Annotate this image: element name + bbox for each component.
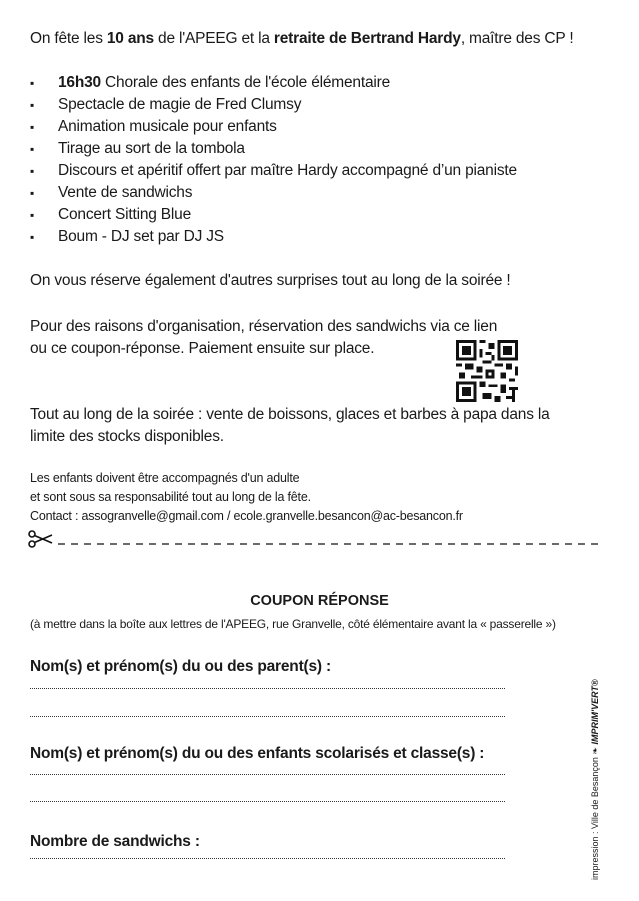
- activity-item: [30, 72, 517, 94]
- reservation-line: ou ce coupon-réponse. Paiement ensuite sur place.: [30, 340, 375, 357]
- activity-item: [30, 160, 517, 182]
- activity-text: Chorale des enfants de l'école élémentaire: [100, 74, 390, 91]
- bullet-icon: ▪: [30, 142, 35, 156]
- intro-text: , maître des CP !: [460, 30, 574, 47]
- intro-text: On fête les: [30, 30, 107, 47]
- bullet-icon: ▪: [30, 76, 35, 90]
- activity-text: Vente de sandwichs: [58, 184, 193, 201]
- children-field-label: Nom(s) et prénom(s) du ou des enfants scolarisés et classe(s) :: [30, 745, 485, 762]
- bullet-icon: ▪: [30, 120, 35, 134]
- children-input-line[interactable]: [30, 801, 505, 802]
- activity-time: 16h30: [58, 74, 101, 91]
- activity-item: [30, 138, 517, 160]
- bullet-icon: ▪: [30, 230, 35, 244]
- cut-line: [28, 528, 603, 550]
- bullet-icon: ▪: [30, 98, 35, 112]
- coupon-title: COUPON RÉPONSE: [250, 593, 389, 609]
- notice-text: [30, 469, 463, 526]
- bullet-icon: ▪: [30, 186, 35, 200]
- activity-item: [30, 94, 517, 116]
- drinks-line: Tout au long de la soirée : vente de boissons, glaces et barbes à papa dans la: [30, 406, 550, 423]
- printer-credit: [590, 679, 601, 880]
- qr-code-icon[interactable]: [456, 340, 518, 402]
- parents-field-label: Nom(s) et prénom(s) du ou des parent(s) :: [30, 658, 331, 675]
- coupon-subtitle: (à mettre dans la boîte aux lettres de l'APEEG, rue Granvelle, côté élémentaire avant la « passerelle »): [30, 617, 556, 631]
- activities-list: [30, 72, 517, 248]
- drinks-line: limite des stocks disponibles.: [30, 428, 224, 445]
- notice-line: Les enfants doivent être accompagnés d'un adulte: [30, 471, 300, 485]
- activity-item: [30, 182, 517, 204]
- surprises-text: On vous réserve également d'autres surprises tout au long de la soirée !: [30, 272, 511, 289]
- intro-anniversary: 10 ans: [106, 30, 154, 47]
- children-input-line[interactable]: [30, 774, 505, 775]
- intro-text: de l'APEEG et la: [153, 30, 274, 47]
- activity-text: Boum - DJ set par DJ JS: [58, 228, 224, 245]
- parents-input-line[interactable]: [30, 716, 505, 717]
- activity-item: [30, 116, 517, 138]
- sandwichs-field-label: Nombre de sandwichs :: [30, 833, 200, 850]
- leaf-icon: ❧: [590, 747, 600, 755]
- activity-text: Animation musicale pour enfants: [58, 118, 277, 135]
- activity-text: Discours et apéritif offert par maître Hardy accompagné d’un pianiste: [58, 162, 517, 179]
- reservation-text: [30, 316, 497, 360]
- activity-item: [30, 226, 517, 248]
- scissors-icon: [29, 531, 52, 547]
- imprimvert-logo: IMPRIM'VERT®: [590, 679, 600, 745]
- activity-text: Spectacle de magie de Fred Clumsy: [58, 96, 302, 113]
- notice-line: et sont sous sa responsabilité tout au long de la fête.: [30, 490, 311, 504]
- activity-text: Concert Sitting Blue: [58, 206, 191, 223]
- contact-line: Contact : assogranvelle@gmail.com / ecole.granvelle.besancon@ac-besancon.fr: [30, 509, 463, 523]
- sandwichs-input-line[interactable]: [30, 858, 505, 859]
- reservation-line: Pour des raisons d'organisation, réservation des sandwichs via ce lien: [30, 318, 498, 335]
- intro-retirement: retraite de Bertrand Hardy: [273, 30, 461, 47]
- bullet-icon: ▪: [30, 164, 35, 178]
- drinks-text: [30, 404, 550, 448]
- parents-input-line[interactable]: [30, 688, 505, 689]
- credit-text: impression : Ville de Besançon: [590, 757, 600, 880]
- intro-line: [30, 30, 573, 48]
- activity-text: Tirage au sort de la tombola: [58, 140, 245, 157]
- activity-item: [30, 204, 517, 226]
- bullet-icon: ▪: [30, 208, 35, 222]
